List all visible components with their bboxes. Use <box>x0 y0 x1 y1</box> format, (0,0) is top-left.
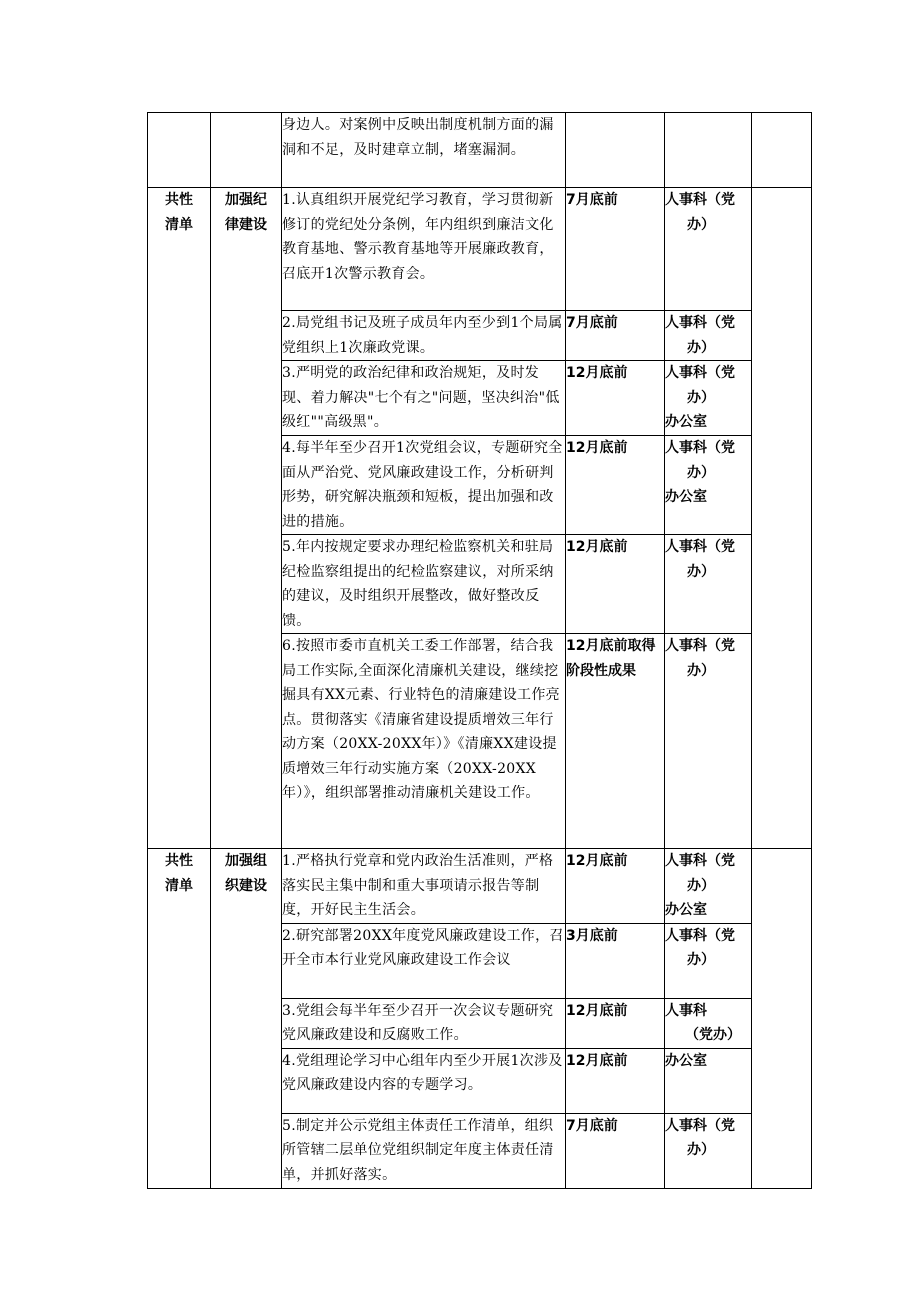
task-cell: 4.党组理论学习中心组年内至少开展1次涉及党风廉政建设内容的专题学习。 <box>282 1048 566 1113</box>
time-cell: 7月底前 <box>566 1113 665 1188</box>
responsibility-table <box>147 112 812 1189</box>
time-cell: 12月底前 <box>566 361 665 436</box>
task-cell: 5.年内按规定要求办理纪检监察机关和驻局纪检监察组提出的纪检监察建议，对所采纳的建议，及时组织开展整改，做好整改反馈。 <box>282 535 566 634</box>
category-cell: 共性 清单 <box>148 188 211 849</box>
dept-cell: 人事科（党 办） <box>665 1113 752 1188</box>
note-cell <box>752 113 812 188</box>
time-cell: 12月底前 <box>566 1048 665 1113</box>
dept-cell: 人事科（党 办） <box>665 188 752 311</box>
dept-cell: 人事科（党 办） <box>665 311 752 361</box>
dept-cell <box>665 113 752 188</box>
time-cell: 12月底前 <box>566 535 665 634</box>
time-cell: 7月底前 <box>566 311 665 361</box>
time-cell: 7月底前 <box>566 188 665 311</box>
task-cell: 2.局党组书记及班子成员年内至少到1个局属党组织上1次廉政党课。 <box>282 311 566 361</box>
task-cell: 5.制定并公示党组主体责任工作清单，组织所管辖二层单位党组织制定年度主体责任清单，并抓好落实。 <box>282 1113 566 1188</box>
dept-cell: 人事科（党 办） 办公室 <box>665 436 752 535</box>
time-cell: 12月底前取得阶段性成果 <box>566 634 665 849</box>
note-cell <box>752 188 812 849</box>
subcategory-cell: 加强组 织建设 <box>211 849 282 1189</box>
subcategory-cell <box>211 113 282 188</box>
table-row <box>148 188 812 311</box>
task-cell: 3.党组会每半年至少召开一次会议专题研究党风廉政建设和反腐败工作。 <box>282 998 566 1048</box>
task-cell: 4.每半年至少召开1次党组会议，专题研究全面从严治党、党风廉政建设工作，分析研判形势，研究解决瓶颈和短板，提出加强和改进的措施。 <box>282 436 566 535</box>
time-cell: 12月底前 <box>566 436 665 535</box>
table-row-continued <box>148 113 812 188</box>
category-cell <box>148 113 211 188</box>
dept-cell: 人事科（党 办） 办公室 <box>665 849 752 924</box>
note-cell <box>752 849 812 1189</box>
time-cell: 3月底前 <box>566 923 665 998</box>
task-cell: 1.严格执行党章和党内政治生活准则，严格落实民主集中制和重大事项请示报告等制度，开好民主生活会。 <box>282 849 566 924</box>
task-cell: 身边人。对案例中反映出制度机制方面的漏洞和不足，及时建章立制，堵塞漏洞。 <box>282 113 566 188</box>
dept-cell: 人事科（党 办） 办公室 <box>665 361 752 436</box>
table-row <box>148 849 812 924</box>
dept-cell: 人事科（党 办） <box>665 634 752 849</box>
task-cell: 1.认真组织开展党纪学习教育，学习贯彻新修订的党纪处分条例，年内组织到廉洁文化教育基地、警示教育基地等开展廉政教育，召底开1次警示教育会。 <box>282 188 566 311</box>
dept-cell: 人事科 （党办） <box>665 998 752 1048</box>
task-cell: 6.按照市委市直机关工委工作部署，结合我局工作实际,全面深化清廉机关建设，继续挖掘具有XX元素、行业特色的清廉建设工作亮点。贯彻落实《清廉省建设提质增效三年行动方案（20XX-20XX年）》《清廉XX建设提质增效三年行动实施方案（20XX-20XX年）》，组织部署推动清廉机关建设工作。 <box>282 634 566 849</box>
dept-cell: 办公室 <box>665 1048 752 1113</box>
time-cell: 12月底前 <box>566 998 665 1048</box>
task-cell: 3.严明党的政治纪律和政治规矩，及时发现、着力解决"七个有之"问题，坚决纠治"低级红""高级黑"。 <box>282 361 566 436</box>
dept-cell: 人事科（党 办） <box>665 535 752 634</box>
subcategory-cell: 加强纪 律建设 <box>211 188 282 849</box>
task-cell: 2.研究部署20XX年度党风廉政建设工作，召开全市本行业党风廉政建设工作会议 <box>282 923 566 998</box>
time-cell <box>566 113 665 188</box>
time-cell: 12月底前 <box>566 849 665 924</box>
category-cell: 共性 清单 <box>148 849 211 1189</box>
dept-cell: 人事科（党 办） <box>665 923 752 998</box>
